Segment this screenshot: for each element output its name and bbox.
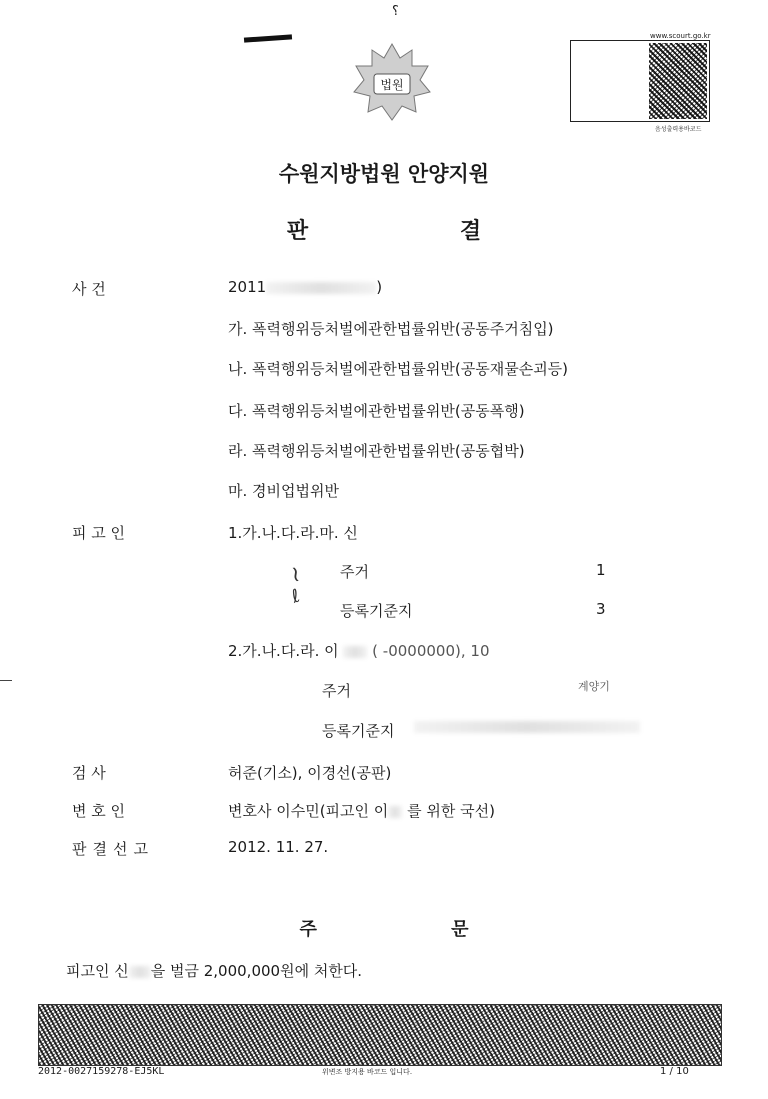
redacted-block: [266, 282, 376, 294]
emblem-text: 법원: [380, 78, 404, 92]
redacted-registry: [414, 716, 640, 735]
order-heading: 주 문: [299, 919, 533, 940]
barcode-caption: 음성출력용바코드: [655, 126, 702, 133]
website-url[interactable]: www.scourt.go.kr: [650, 32, 711, 40]
counsel-label: [72, 800, 158, 821]
counsel-value-pre: 변호사 이수민(피고인 이: [228, 802, 389, 820]
case-number-prefix: 2011: [228, 278, 267, 296]
document-id: 2012-0027159278-EJ5KL: [38, 1066, 165, 1077]
charge-item: 나. 폭력행위등처벌에관한법률위반(공동재물손괴등): [228, 360, 569, 378]
order-text-pre: 피고인 신: [66, 962, 129, 980]
defendant-label-text: 피 고 인: [72, 524, 126, 542]
prosecutor-label: [72, 762, 158, 783]
redacted-block: [414, 721, 640, 733]
redacted-block: [388, 806, 402, 818]
verdict-date-value: 2012. 11. 27.: [228, 838, 329, 856]
charge-item: 다. 폭력행위등처벌에관한법률위반(공동폭행): [228, 402, 525, 420]
case-label: [72, 278, 158, 299]
defendant-2-registry-label: 등록기준지: [322, 722, 395, 740]
case-number-tail: ): [376, 278, 383, 296]
defendant-1-registry-tail: 3: [596, 600, 606, 618]
order-text-post: 을 벌금 2,000,000원에 처한다.: [150, 962, 363, 980]
page-number: 1 / 10: [660, 1066, 689, 1077]
defendant-1-registry-label: 등록기준지: [340, 602, 413, 620]
counsel-value-post: 를 위한 국선): [407, 802, 495, 820]
defendant-2-address-label: 주거: [322, 682, 351, 700]
edge-mark: [0, 680, 12, 681]
handwritten-mark: ℓ: [288, 585, 303, 608]
charge-item: 가. 폭력행위등처벌에관한법률위반(공동주거침입): [228, 320, 554, 338]
court-emblem: [350, 40, 434, 132]
defendant-2-line: 2.가.나.다.라. 이: [228, 642, 339, 660]
voice-barcode: [570, 40, 710, 122]
redaction-stroke: [244, 34, 292, 42]
barcode-notice: 위변조 방지용 바코드 입니다.: [322, 1068, 413, 1076]
prosecutor-value: 허준(기소), 이경선(공판): [228, 764, 392, 782]
defendant-label: [72, 522, 158, 543]
prosecutor-label-text: 검 사: [72, 764, 106, 782]
verdict-date-label: 판결선고: [72, 840, 154, 858]
defendant-2-address-tail: 계양기: [578, 680, 610, 693]
defendant-1: 1.가.나.다.라.마. 신: [228, 524, 358, 542]
defendant-1-address-tail: 1: [596, 561, 606, 579]
charge-item: 마. 경비업법위반: [228, 482, 339, 500]
defendant-2: [228, 640, 489, 661]
court-name: 수원지방법원 안양지원: [278, 162, 490, 186]
counsel-label-text: 변 호 인: [72, 802, 126, 820]
case-label-text: 사 건: [72, 280, 106, 298]
order-text: [66, 960, 362, 981]
qr-pattern: [649, 43, 707, 119]
case-number: [228, 278, 382, 296]
charge-item: 라. 폭력행위등처벌에관한법률위반(공동협박): [228, 442, 525, 460]
defendant-1-address-label: 주거: [340, 563, 369, 581]
defendant-2-id: ( -0000000), 10: [372, 642, 490, 660]
document-type: 판 결: [286, 219, 554, 244]
counsel-value: [228, 800, 495, 821]
anti-forgery-barcode: [38, 1004, 722, 1066]
handwritten-mark: ~: [281, 563, 310, 586]
scan-mark: ⸮: [392, 4, 399, 19]
redacted-block: [343, 646, 367, 658]
redacted-block: [129, 966, 151, 978]
